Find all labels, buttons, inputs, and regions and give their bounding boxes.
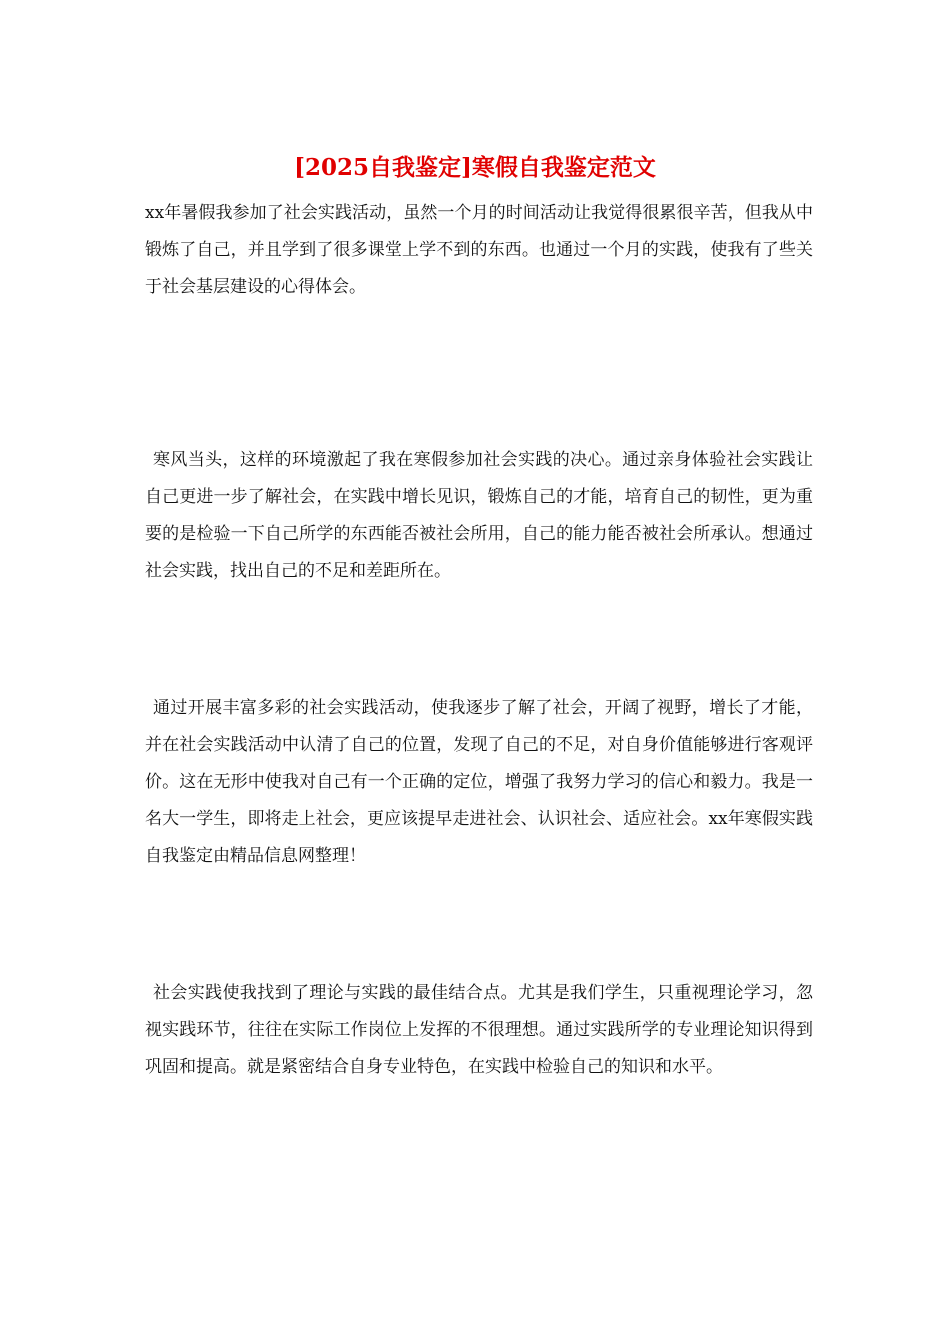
document-title: [2025自我鉴定]寒假自我鉴定范文 [294, 154, 656, 181]
paragraph-4: 社会实践使我找到了理论与实践的最佳结合点。尤其是我们学生，只重视理论学习，忽视实践环节，往往在实际工作岗位上发挥的不很理想。通过实践所学的专业理论知识得到巩固和提高。就是紧密结合自身专业特色，在实践中检验自己的知识和水平。 [145, 983, 813, 1077]
paragraph-2: 寒风当头，这样的环境激起了我在寒假参加社会实践的决心。通过亲身体验社会实践让自己更进一步了解社会，在实践中增长见识，锻炼自己的才能，培育自己的韧性，更为重要的是检验一下自己所学的东西能否被社会所用，自己的能力能否被社会所承认。想通过社会实践，找出自己的不足和差距所在。 [145, 450, 813, 581]
paragraph-1: xx年暑假我参加了社会实践活动，虽然一个月的时间活动让我觉得很累很辛苦，但我从中锻炼了自己，并且学到了很多课堂上学不到的东西。也通过一个月的实践，使我有了些关于社会基层建设的心得体会。 [145, 203, 813, 297]
paragraph-3: 通过开展丰富多彩的社会实践活动，使我逐步了解了社会，开阔了视野，增长了才能，并在社会实践活动中认清了自己的位置，发现了自己的不足，对自身价值能够进行客观评价。这在无形中使我对自己有一个正确的定位，增强了我努力学习的信心和毅力。我是一名大一学生，即将走上社会，更应该提早走进社会、认识社会、适应社会。xx年寒假实践自我鉴定由精品信息网整理！ [145, 698, 813, 866]
